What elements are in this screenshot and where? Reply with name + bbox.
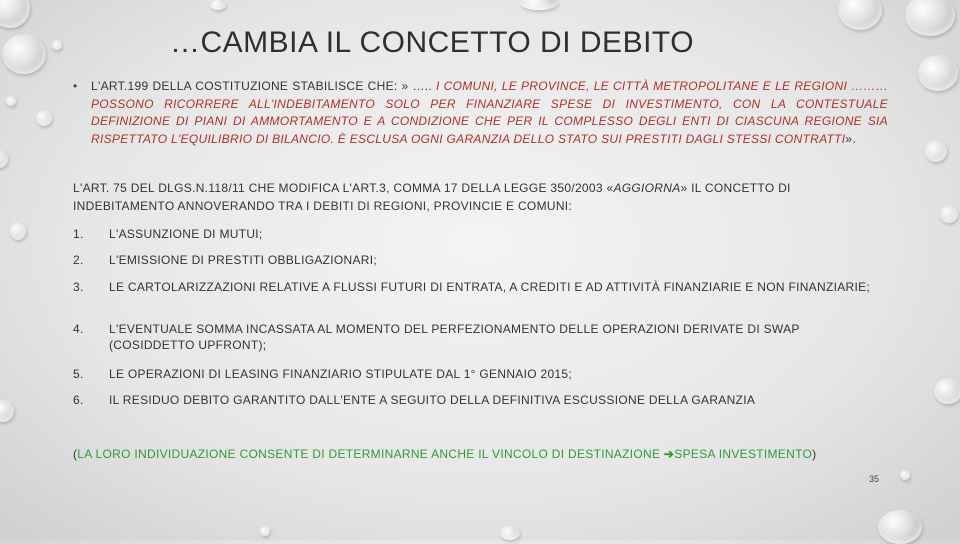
list-item-number: 1. (73, 227, 84, 241)
list-item-text: IL RESIDUO DEBITO GARANTITO DALL'ENTE A SEGUITO DELLA DEFINITIVA ESCUSSIONE DELLA GARANZIA (109, 393, 756, 407)
water-drop-decoration (500, 526, 520, 540)
water-drop-decoration (878, 510, 922, 544)
bullet-tail-text: ». (845, 131, 856, 146)
water-drop-decoration (925, 140, 947, 162)
water-drop-decoration (260, 526, 270, 536)
dlgs-text-after: » IL CONCETTO DI INDEBITAMENTO ANNOVERANDO TRA I DEBITI DI REGIONI, PROVINCIE E COMUNI: (73, 181, 791, 213)
list-item-number: 4. (73, 322, 84, 336)
list-item (73, 226, 888, 242)
list-item-number: 5. (73, 367, 84, 381)
list-item-text: L'EVENTUALE SOMMA INCASSATA AL MOMENTO DEL PERFEZIONAMENTO DELLE OPERAZIONI DERIVATE DI SWAP (COSIDDETTO UPFRONT); (109, 322, 800, 352)
list-item-text: L'EMISSIONE DI PRESTITI OBBLIGAZIONARI; (109, 253, 378, 267)
water-drop-decoration (10, 222, 26, 240)
constitution-quote-text: I COMUNI, LE PROVINCE, LE CITTÀ METROPOLITANE E LE REGIONI ………POSSONO RICORRERE ALL'INDEBITAMENTO SOLO PER FINANZIARE SPESE DI INVESTIMENTO, CON LA CONTESTUALE DEFINIZIONE DI PIANI DI AMMORTAMENTO E A CONDIZIONE CHE PER IL COMPLESSO DEGLI ENTI DI CIASCUNA REGIONE SIA RISPETTATO L'EQUILIBRIO DI BILANCIO. È ESCLUSA OGNI GARANZIA DELLO STATO SUI PRESTITI DAGLI STESSI CONTRATTI (91, 79, 888, 146)
note-text: LA LORO INDIVIDUAZIONE CONSENTE DI DETERMINARNE ANCHE IL VINCOLO DI DESTINAZIONE (77, 447, 664, 461)
water-drop-decoration (52, 40, 62, 50)
dlgs-emphasis: AGGIORNA (613, 181, 681, 195)
water-drop-decoration (940, 205, 958, 223)
list-item-text: LE CARTOLARIZZAZIONI RELATIVE A FLUSSI FUTURI DI ENTRATA, A CREDITI E AD ATTIVITÀ FINANZIARIE E NON FINANZIARIE; (109, 280, 871, 294)
note-open-paren: ( (73, 447, 78, 461)
bullet-paragraph (73, 78, 888, 148)
water-drop-decoration (0, 400, 14, 422)
constitution-quote-paragraph (91, 78, 888, 148)
page-number: 35 (869, 474, 880, 484)
list-item-number: 6. (73, 393, 84, 407)
water-drop-decoration (0, 0, 30, 28)
slide-title: …CAMBIA IL CONCETTO DI DEBITO (170, 26, 695, 59)
arrow-right-icon: ➔ (663, 447, 675, 461)
water-drop-decoration (36, 110, 52, 126)
list-item (73, 392, 888, 408)
list-item (73, 366, 888, 382)
water-drop-decoration (0, 150, 8, 168)
water-drop-decoration (905, 0, 955, 36)
water-drop-decoration (900, 470, 910, 480)
water-drop-decoration (210, 0, 226, 10)
water-drop-decoration (520, 0, 558, 10)
list-item (73, 321, 888, 353)
list-item-number: 3. (73, 280, 84, 294)
list-item (73, 252, 888, 268)
bullet-icon: • (73, 79, 78, 93)
destination-note (73, 446, 833, 463)
water-drop-decoration (6, 96, 16, 106)
water-drop-decoration (934, 378, 960, 404)
water-drop-decoration (2, 34, 46, 74)
list-item-text: LE OPERAZIONI DI LEASING FINANZIARIO STIPULATE DAL 1° GENNAIO 2015; (109, 367, 573, 381)
list-item (73, 279, 888, 295)
water-drop-decoration (918, 55, 958, 91)
list-item-text: L'ASSUNZIONE DI MUTUI; (109, 227, 263, 241)
list-item-number: 2. (73, 253, 84, 267)
dlgs-paragraph (73, 180, 888, 215)
bullet-lead-text: L'ART.199 DELLA COSTITUZIONE STABILISCE CHE: » ….. (91, 79, 437, 93)
note-after-arrow: SPESA INVESTIMENTO (674, 447, 813, 461)
note-close-paren: ) (812, 447, 817, 461)
dlgs-text-before: L'ART. 75 DEL DLGS.N.118/11 CHE MODIFICA L'ART.3, COMMA 17 DELLA LEGGE 350/2003 « (73, 181, 614, 195)
